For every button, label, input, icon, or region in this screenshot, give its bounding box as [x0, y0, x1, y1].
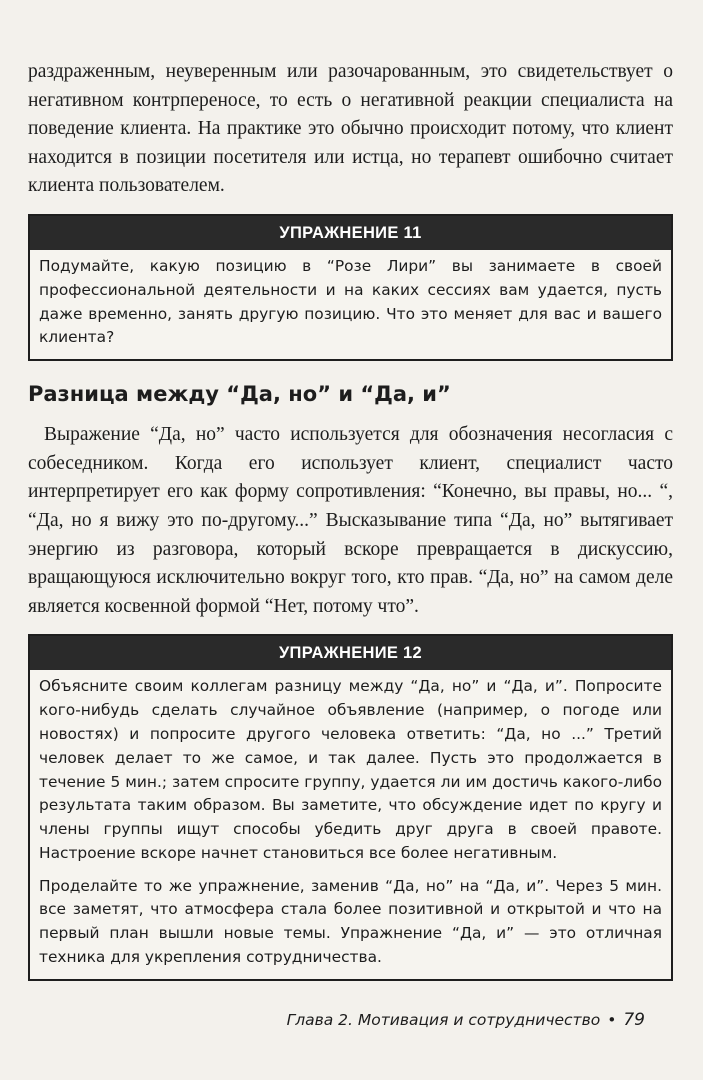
exercise-12-text-2: Проделайте то же упражнение, заменив “Да, но” на “Да, и”. Через 5 мин. все заметят, что атмосфера стала более позитивной и открытой и что на первый план вышли новые темы. Упражнение “Да, и” — это отличная техника для укрепления сотрудничества. — [39, 876, 662, 967]
exercise-12-box — [28, 634, 673, 981]
footer-bullet: • — [607, 1011, 617, 1029]
exercise-11-body — [30, 250, 671, 359]
section-paragraph: Выражение “Да, но” часто используется для обозначения несогласия с собеседником. Когда его использует клиент, специалист часто интерпретирует его как форму сопротивления: “Конечно, вы правы, но... “, “Да, но я вижу это по-другому...” Высказывание типа “Да, но” вытягивает энергию из разговора, который вскоре превращается в дискуссию, вращающуюся исключительно вокруг того, кто прав. “Да, но” на самом деле является косвенной формой “Нет, потому что”. — [28, 424, 673, 617]
exercise-11-text: Подумайте, какую позицию в “Розе Лири” вы занимаете в своей профессиональной деятельности и на каких сессиях вам удается, пусть даже временно, занять другую позицию. Что это меняет для вас и вашего клиента? — [39, 256, 662, 347]
page-number: 79 — [623, 1010, 645, 1030]
exercise-12-body — [30, 670, 671, 979]
exercise-11-box — [28, 214, 673, 361]
exercise-12-title: УПРАЖНЕНИЕ 12 — [30, 636, 671, 670]
chapter-title: Глава 2. Мотивация и сотрудничество — [286, 1011, 601, 1029]
section-heading: Разница между “Да, но” и “Да, и” — [28, 382, 451, 407]
page-content — [28, 58, 673, 981]
exercise-12-text-1: Объясните своим коллегам разницу между “Да, но” и “Да, и”. Попросите кого-нибудь сделать случайное объявление (например, о погоде или новостях) и попросите другого человека ответить: “Да, но ...” Третий человек делает то же самое, и так далее. Пусть это продолжается в течение 5 мин.; затем спросите группу, удается ли им достичь какого-либо результата таким образом. Вы заметите, что обсуждение идет по кругу и члены группы ищут способы убедить друг друга в своей правоте. Настроение вскоре начнет становиться все более негативным. — [39, 677, 662, 862]
page-footer — [287, 1010, 645, 1030]
intro-paragraph: раздраженным, неуверенным или разочарованным, это свидетельствует о негативном контрпереносе, то есть о негативной реакции специалиста на поведение клиента. На практике это обычно происходит потому, что клиент находится в позиции посетителя или истца, но терапевт ошибочно считает клиента пользователем. — [28, 61, 673, 197]
exercise-11-title: УПРАЖНЕНИЕ 11 — [30, 216, 671, 250]
